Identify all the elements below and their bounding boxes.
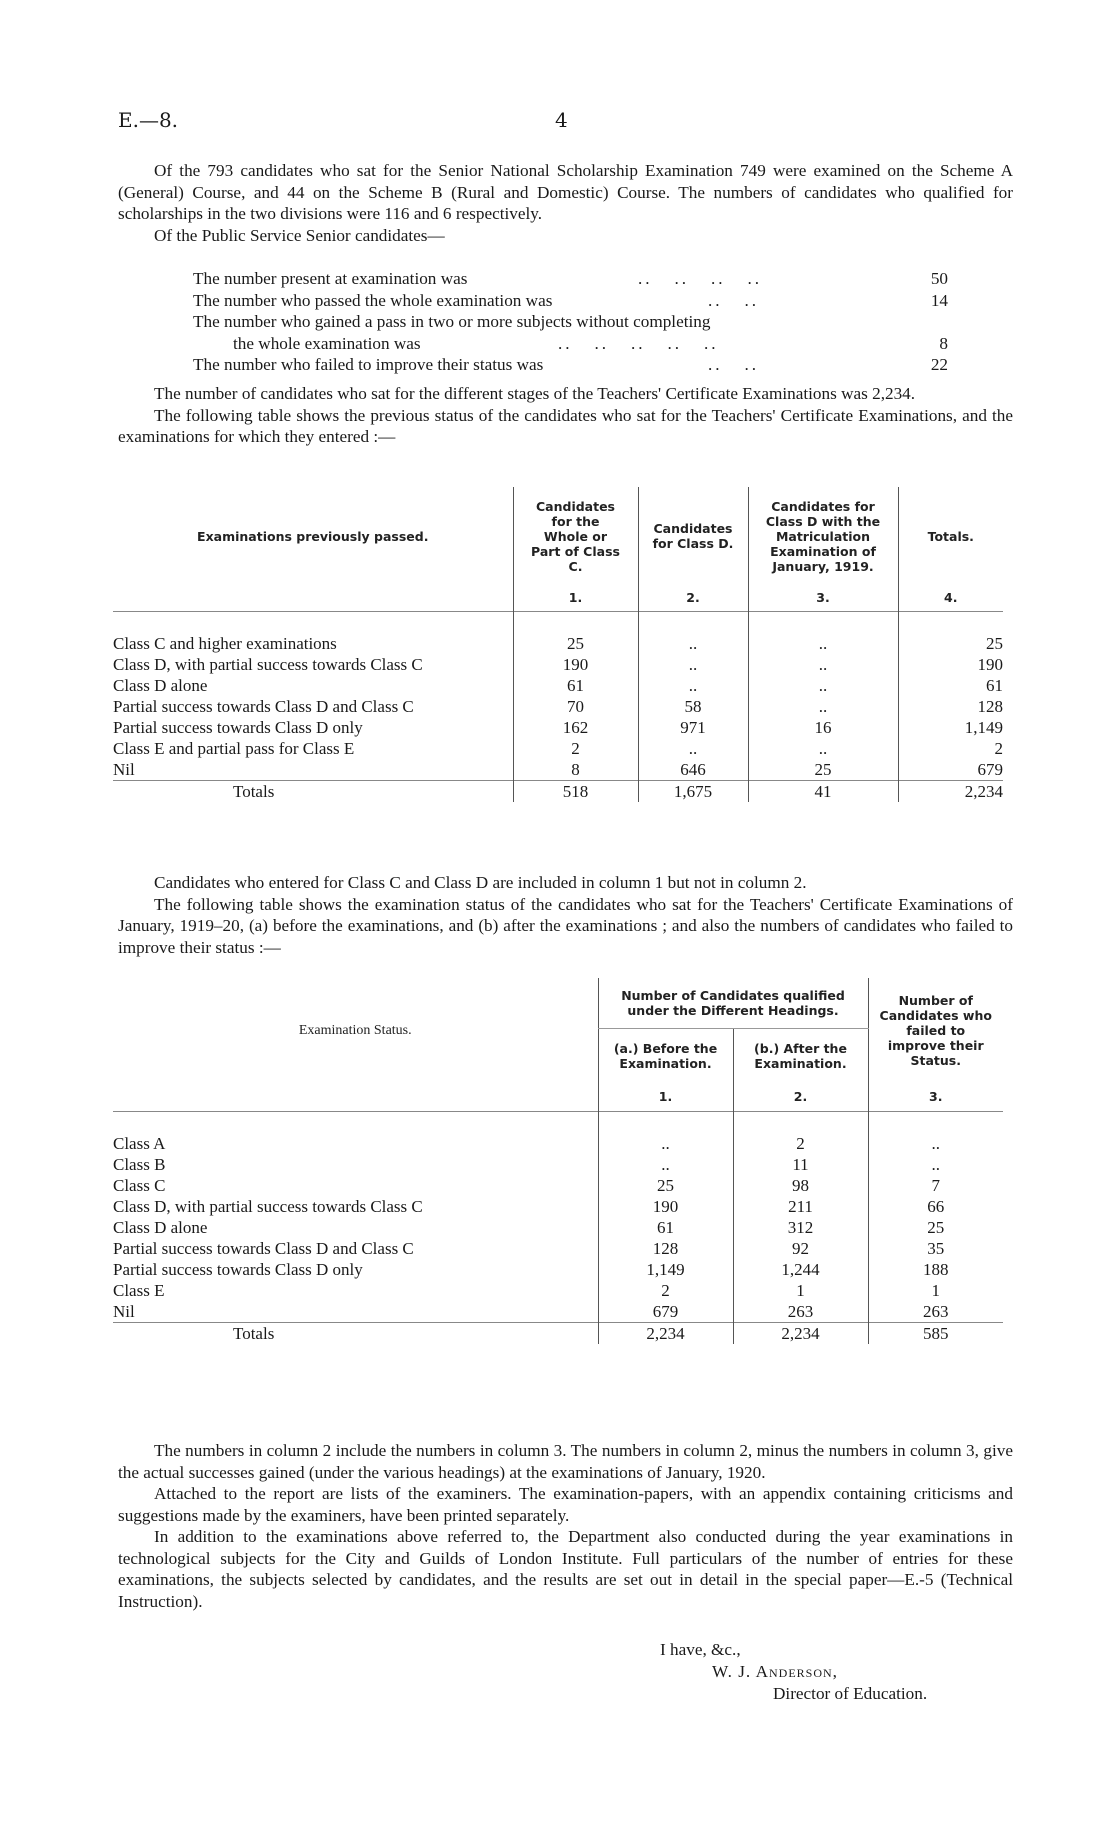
table1-header-class-d: Candidates for Class D. [638, 487, 748, 585]
table2-header-status: Examination Status. [298, 1023, 412, 1038]
table-row: Partial success towards Class D and Class C 128 92 35 [113, 1238, 1003, 1259]
table2-colnum: 2. [733, 1083, 868, 1111]
table-row: Class D alone 61 .. .. 61 [113, 675, 1003, 695]
public-service-intro: Of the Public Service Senior candidates— [154, 225, 445, 245]
table2-colnum: 1. [598, 1083, 733, 1111]
signoff-closing: I have, &c., [660, 1640, 741, 1659]
table-row: Class D, with partial success towards Class C 190 211 66 [113, 1196, 1003, 1217]
table2-header-group: Number of Candidates qualified under the Different Headings. [598, 978, 868, 1028]
table2-header-after: (b.) After the Examination. [733, 1028, 868, 1083]
list-item: The number who gained a pass in two or more subjects without completing [193, 312, 711, 331]
table-row: Partial success towards Class D only 162 971 16 1,149 [113, 717, 1003, 737]
table1-intro-paragraph: The following table shows the previous status of the candidates who sat for the Teachers' Certificate Examinations, and the examinations for which they entered :— [118, 405, 1013, 446]
table-row: Nil 8 646 25 679 [113, 759, 1003, 779]
totals-row: Totals 2,234 2,234 585 [113, 1322, 1003, 1344]
previous-status-table [113, 487, 1003, 802]
public-service-list [118, 268, 948, 376]
city-guilds-paragraph: In addition to the examinations above referred to, the Department also conducted during the year examinations in technological subjects for the City and Guilds of London Institute. Full particulars of the number of entries for these examinations, the subjects selected by candidates, and the results are set out in detail in the special paper—E.-5 (Technical Instruction). [118, 1527, 1013, 1611]
table-row: Class D alone 61 312 25 [113, 1217, 1003, 1238]
table1-note-paragraph: Candidates who entered for Class C and Class D are included in column 1 but not in column 2. [154, 873, 807, 892]
teachers-section [118, 383, 1013, 448]
table2-colnum: 3. [868, 1083, 1003, 1111]
page-number: 4 [555, 108, 568, 132]
table2-header-failed: Number of Candidates who failed to improve their Status. [868, 978, 1003, 1083]
table1-colnum: 1. [513, 585, 638, 611]
table1-header-class-c: Candidates for the Whole or Part of Class C. [513, 487, 638, 585]
table-row: Class E 2 1 1 [113, 1280, 1003, 1301]
list-item: The number present at examination was .. .. .. .. 50 [193, 269, 948, 288]
list-item: The number who passed the whole examination was .. .. 14 [193, 290, 948, 310]
scholarship-paragraph: Of the 793 candidates who sat for the Senior National Scholarship Examination 749 were examined on the Scheme A (General) Course, and 44 on the Scheme B (Rural and Domestic) Course. The numbers of candidates who qualified for scholarships in the two divisions were 116 and 6 respectively. [118, 161, 1013, 223]
table-row: Nil 679 263 263 [113, 1301, 1003, 1323]
table-row: Class C and higher examinations 25 .. .. 25 [113, 633, 1003, 653]
table-row: Class D, with partial success towards Class C 190 .. .. 190 [113, 654, 1003, 674]
signoff-title: Director of Education. [773, 1684, 928, 1703]
intro-section [118, 160, 1013, 246]
totals-row: Totals 518 1,675 41 2,234 [113, 780, 1003, 802]
signoff-name: W. J. Anderson, [712, 1662, 838, 1681]
table2-intro-paragraph: The following table shows the examination status of the candidates who sat for the Teachers' Certificate Examinations of January, 1919–20, (a) before the examinations, and (b) after the examinations ; and also the numbers of candidates who failed to improve their status :— [118, 894, 1013, 957]
table-row: Class A .. 2 .. [113, 1133, 1003, 1154]
table-row: Class E and partial pass for Class E 2 .. .. 2 [113, 738, 1003, 758]
list-item: the whole examination was .. .. .. .. .. 8 [233, 333, 948, 353]
table1-header-exams: Examinations previously passed. [197, 528, 429, 544]
closing-section [118, 1440, 1013, 1612]
examination-status-table [113, 978, 1003, 1344]
middle-section [118, 872, 1013, 958]
teachers-total-paragraph: The number of candidates who sat for the different stages of the Teachers' Certificate Examinations was 2,234. [154, 384, 916, 403]
document-reference: E.—8. [118, 108, 179, 132]
table-row: Partial success towards Class D only 1,149 1,244 188 [113, 1259, 1003, 1280]
list-item: The number who failed to improve their status was .. .. 22 [193, 355, 948, 374]
table1-header-class-d-matric: Candidates for Class D with the Matriculation Examination of January, 1919. [748, 487, 898, 585]
examiners-paragraph: Attached to the report are lists of the examiners. The examination-papers, with an appendix containing criticisms and suggestions made by the examiners, have been printed separately. [118, 1484, 1013, 1525]
table2-header-before: (a.) Before the Examination. [598, 1028, 733, 1083]
table-row: Class B .. 11 .. [113, 1154, 1003, 1175]
table1-colnum: 4. [898, 585, 1003, 611]
table-row: Partial success towards Class D and Class C 70 58 .. 128 [113, 696, 1003, 716]
table1-header-totals: Totals. [898, 487, 1003, 585]
table-row: Class C 25 98 7 [113, 1175, 1003, 1196]
column-note-paragraph: The numbers in column 2 include the numbers in column 3. The numbers in column 2, minus the numbers in column 3, give the actual successes gained (under the various headings) at the examinations of January, 1920. [118, 1441, 1013, 1482]
table1-colnum: 2. [638, 585, 748, 611]
table1-colnum: 3. [748, 585, 898, 611]
